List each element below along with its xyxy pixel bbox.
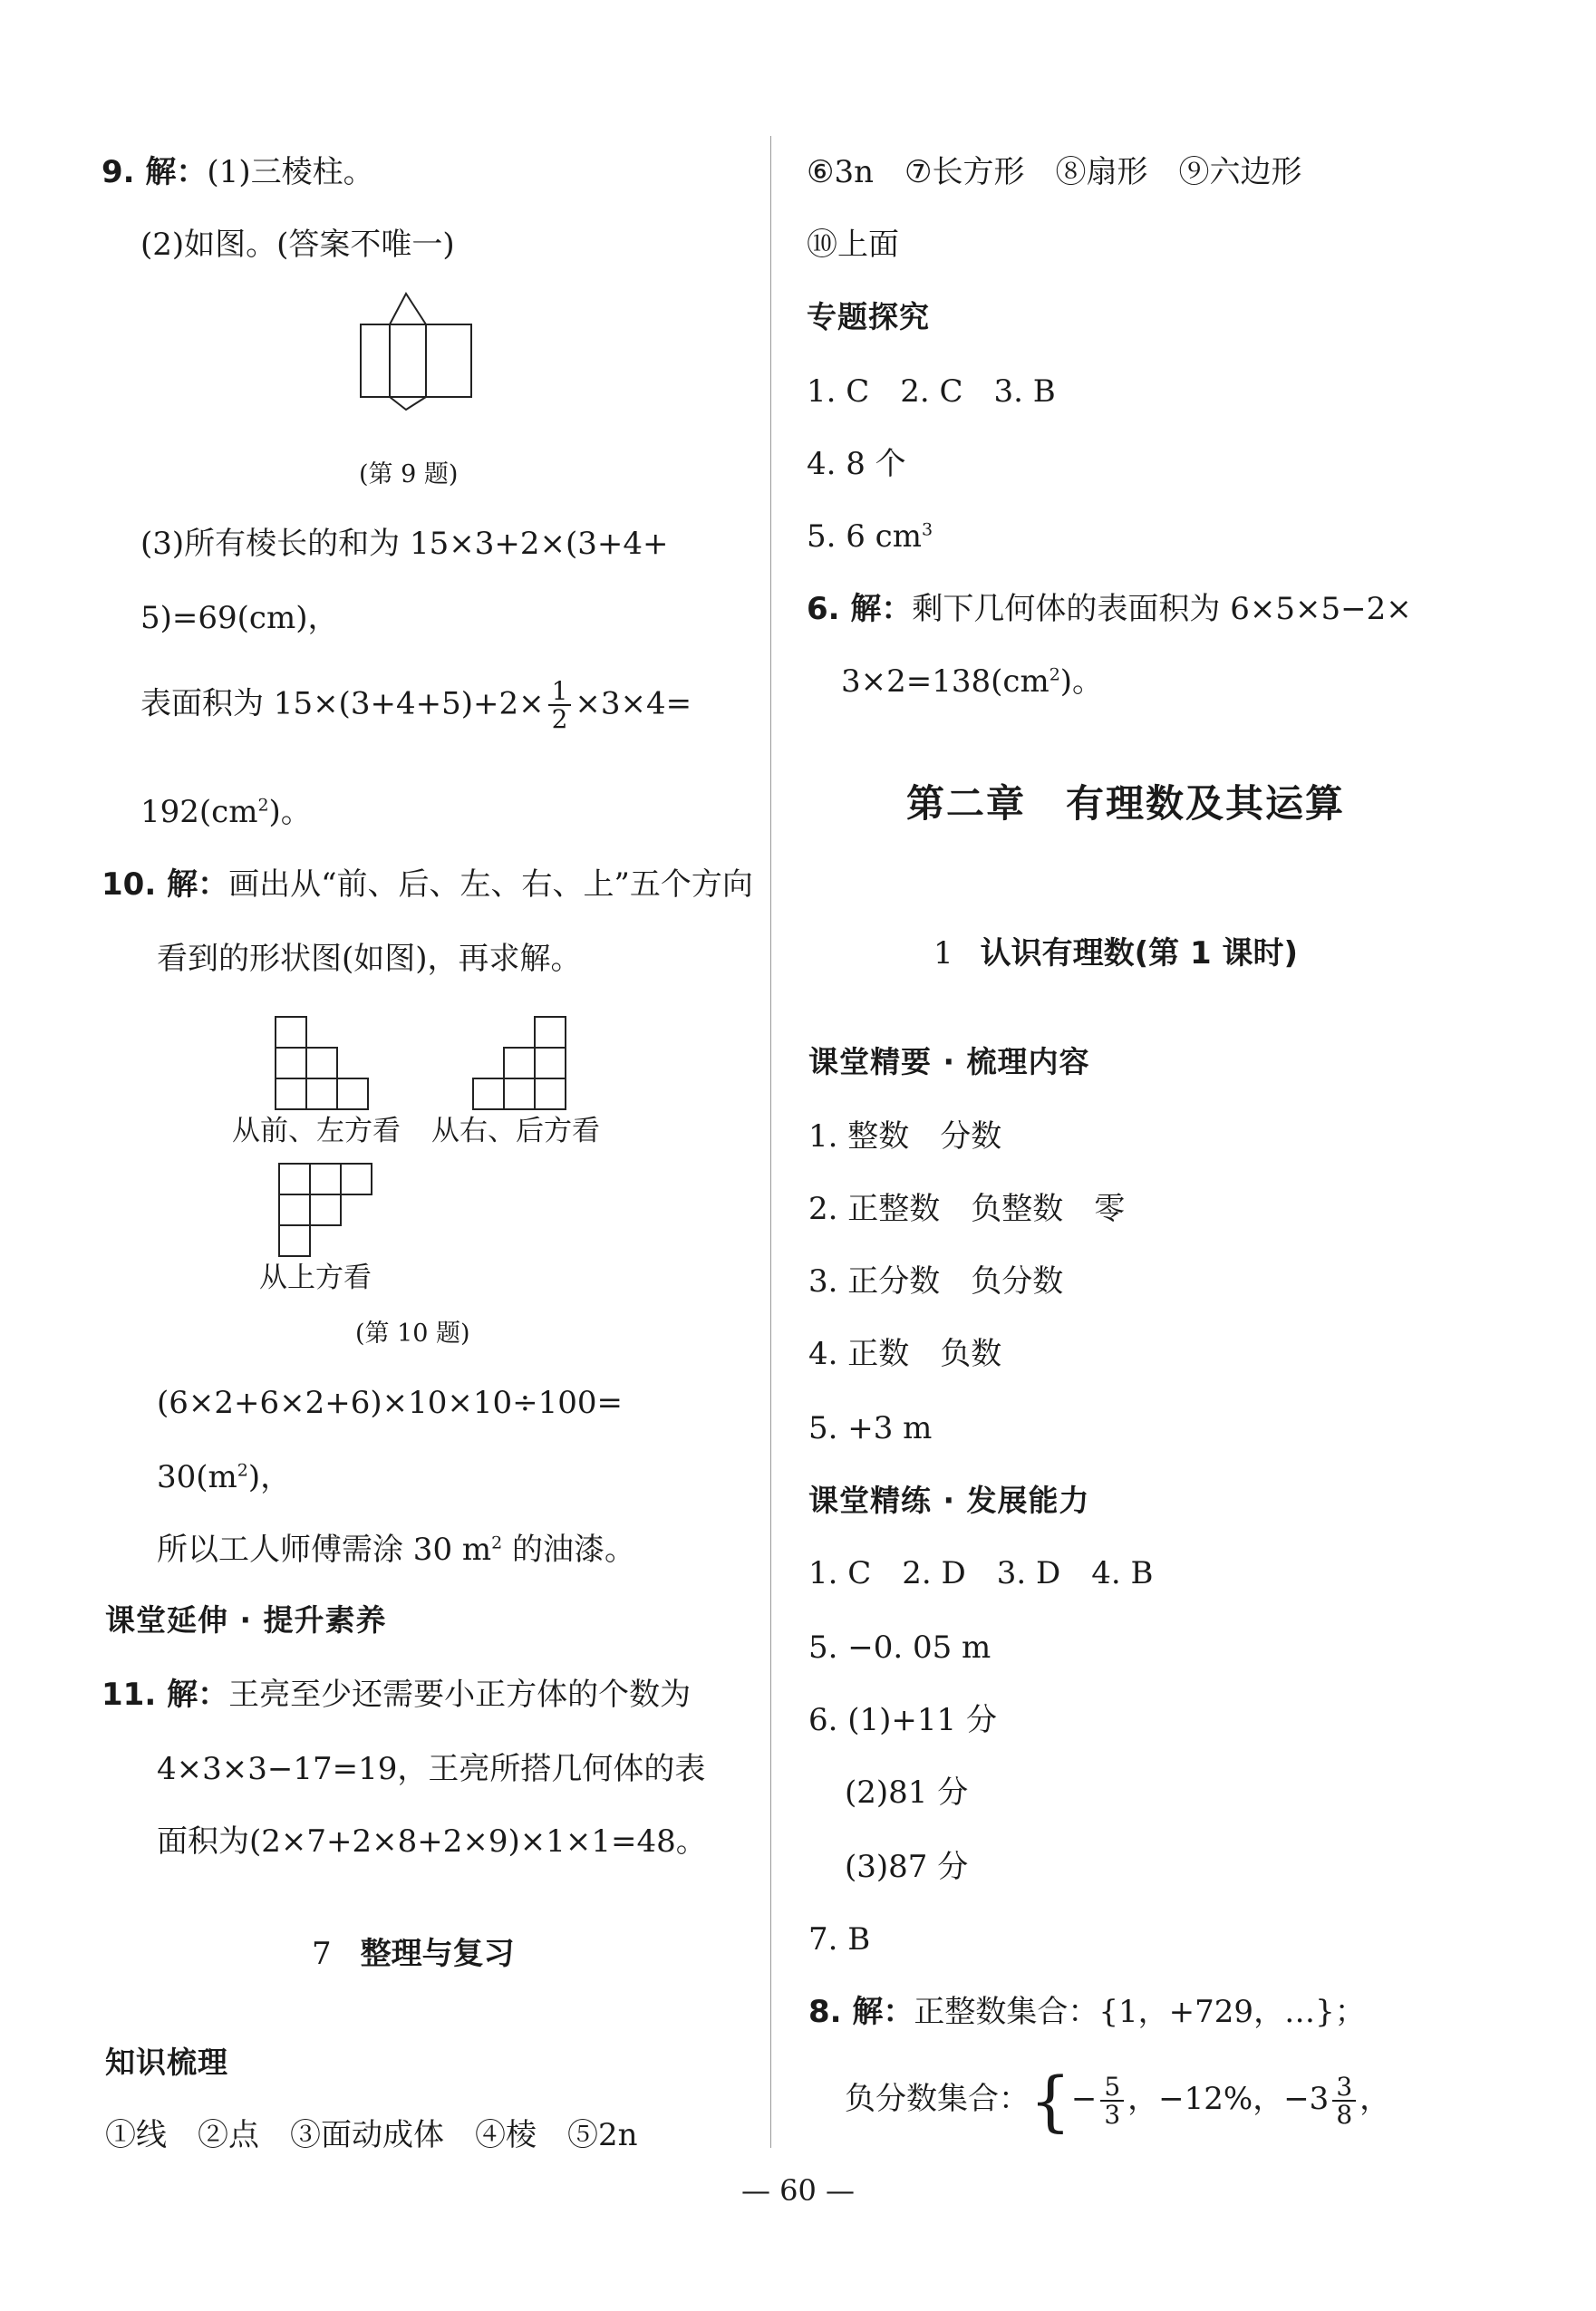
superscript: 2 xyxy=(1049,664,1060,685)
negative-fraction-set-label: 负分数集合： xyxy=(845,2081,1030,2117)
q9-area-fraction xyxy=(548,678,572,733)
q9-part1: (1)三棱柱。 xyxy=(207,154,374,190)
q9-head: 9. 解： xyxy=(102,154,208,190)
q10-view-front-label: 从前、左方看 xyxy=(232,1115,401,1147)
q11-text-b: 4×3×3−17=19，王亮所搭几何体的表 xyxy=(157,1751,706,1787)
knowledge-items-cont: ⑥3n ⑦长方形 ⑧扇形 ⑨六边形 xyxy=(807,154,1302,190)
column-divider xyxy=(770,136,771,2148)
q10-top-view-figure xyxy=(276,1160,375,1260)
page-number: — 60 — xyxy=(740,2173,856,2208)
q10-view-right-label: 从右、后方看 xyxy=(431,1115,600,1147)
topic-answers-1: 1. C 2. C 3. B xyxy=(807,373,1056,410)
q10-head: 10. 解： xyxy=(102,866,229,903)
q9-area-result-end: )。 xyxy=(268,794,312,830)
class-answer-5: 5. +3 m xyxy=(808,1410,933,1446)
fraction-3-8 xyxy=(1332,2071,1356,2130)
frac-denominator: 3 xyxy=(1104,2100,1121,2130)
topic-answer-6-end: )。 xyxy=(1059,663,1104,700)
q10-text-d xyxy=(157,1459,291,1496)
section-topic: 专题探究 xyxy=(807,299,930,334)
q10-line1 xyxy=(102,866,753,904)
section-knowledge: 知识梳理 xyxy=(105,2045,228,2080)
q9-area-result xyxy=(140,794,312,831)
negative-fraction-set-end: ， xyxy=(1359,2081,1391,2117)
topic-answer-6-text-a: 剩下几何体的表面积为 6×5×5−2× xyxy=(912,591,1412,627)
practice-answer-8-b: 负分数集合：{− $\frac{5}{3}$ ，−12%，−3 $\frac{3}{8}$ ， xyxy=(845,2063,1391,2139)
negative-fraction-set-mid: ，−12%，−3 xyxy=(1127,2081,1330,2117)
review-title: 整理与复习 xyxy=(360,1936,515,1972)
q11-head: 11. 解： xyxy=(102,1677,229,1713)
q9-area-result-text: 192(cm xyxy=(140,794,258,830)
frac-numerator: 5 xyxy=(1100,2074,1124,2102)
q10-text-e xyxy=(157,1532,635,1569)
frac-denominator: 2 xyxy=(551,704,568,735)
practice-answer-7: 7. B xyxy=(808,1921,871,1958)
section-class-practice: 课堂精练 · 发展能力 xyxy=(808,1483,1090,1518)
fraction-5-3 xyxy=(1100,2071,1124,2130)
practice-answer-8-head: 8. 解： xyxy=(808,1994,914,2030)
chapter-title: 第二章 有理数及其运算 xyxy=(906,781,1346,826)
superscript: 2 xyxy=(257,795,269,816)
practice-answer-6: 6. (1)+11 分 xyxy=(808,1702,997,1738)
review-heading xyxy=(312,1936,515,1973)
lesson-heading xyxy=(933,935,1298,972)
q9-caption: (第 9 题) xyxy=(359,460,459,488)
superscript: 3 xyxy=(921,519,933,540)
section-extend: 课堂延伸 · 提升素养 xyxy=(105,1602,387,1638)
q9-area-line xyxy=(140,678,692,733)
q10-text-d-main: 30(m xyxy=(157,1459,237,1495)
practice-answer-6-3: (3)87 分 xyxy=(845,1849,969,1885)
q10-caption: (第 10 题) xyxy=(355,1320,470,1348)
practice-answers-1-4: 1. C 2. D 3. D 4. B xyxy=(808,1555,1154,1591)
q9-part3-line2: 5)=69(cm)， xyxy=(140,600,339,636)
q9-line1 xyxy=(102,154,374,191)
q10-text-b: 看到的形状图(如图)，再求解。 xyxy=(157,941,582,977)
superscript: 2 xyxy=(237,1460,248,1481)
q11-text-c: 面积为(2×7+2×8+2×9)×1×1=48。 xyxy=(157,1823,707,1860)
lesson-number: 1 xyxy=(933,935,953,972)
q10-front-view-figure xyxy=(272,1013,372,1113)
lesson-title: 认识有理数(第 1 课时) xyxy=(980,935,1299,972)
practice-answer-6-2: (2)81 分 xyxy=(845,1774,969,1811)
practice-answer-8-text-a: 正整数集合：{1，+729，…}； xyxy=(914,1994,1366,2030)
frac-denominator: 8 xyxy=(1336,2100,1353,2130)
left-brace-icon: { xyxy=(1030,2063,1071,2139)
section-class-essentials: 课堂精要 · 梳理内容 xyxy=(808,1044,1090,1079)
q9-area-text-a: 表面积为 15×(3+4+5)+2× xyxy=(140,685,545,722)
topic-answer-5-text: 5. 6 cm xyxy=(807,518,922,555)
class-answer-1: 1. 整数 分数 xyxy=(808,1118,1002,1155)
q11-line1 xyxy=(102,1677,691,1714)
q10-view-top-label: 从上方看 xyxy=(259,1262,372,1294)
topic-answer-6 xyxy=(807,591,1412,628)
q10-text-e-main: 所以工人师傅需涂 30 m xyxy=(157,1532,492,1568)
topic-answer-6-text-b: 3×2=138(cm xyxy=(841,663,1049,700)
superscript: 2 xyxy=(491,1533,503,1553)
q10-text-a: 画出从“前、后、左、右、上”五个方向 xyxy=(228,866,753,903)
topic-answer-6-b xyxy=(841,663,1103,701)
knowledge-items: ①线 ②点 ③面动成体 ④棱 ⑤2n xyxy=(105,2117,638,2153)
q10-right-view-figure xyxy=(469,1013,569,1113)
practice-answer-8 xyxy=(808,1994,1366,2031)
q9-part3-line1: (3)所有棱长的和为 15×3+2×(3+4+ xyxy=(140,526,669,562)
q9-net-figure xyxy=(353,288,489,415)
q9-area-text-b: ×3×4= xyxy=(575,685,692,722)
topic-answer-6-head: 6. 解： xyxy=(807,591,913,627)
review-number: 7 xyxy=(312,1936,332,1972)
knowledge-items-cont2: ⑩上面 xyxy=(807,227,899,263)
q10-text-e-end: 的油漆。 xyxy=(502,1532,636,1568)
q10-text-c: (6×2+6×2+6)×10×10÷100= xyxy=(157,1385,624,1421)
topic-answer-5 xyxy=(807,518,933,556)
class-answer-3: 3. 正分数 负分数 xyxy=(808,1263,1064,1300)
q9-part2: (2)如图。(答案不唯一) xyxy=(140,227,455,263)
class-answer-2: 2. 正整数 负整数 零 xyxy=(808,1191,1126,1227)
frac-numerator: 1 xyxy=(548,678,572,706)
q10-text-d-end: )， xyxy=(247,1459,292,1495)
q11-text-a: 王亮至少还需要小正方体的个数为 xyxy=(228,1677,692,1713)
topic-answer-4: 4. 8 个 xyxy=(807,446,906,482)
frac-numerator: 3 xyxy=(1332,2074,1356,2102)
class-answer-4: 4. 正数 负数 xyxy=(808,1336,1002,1372)
practice-answer-5: 5. −0. 05 m xyxy=(808,1629,991,1666)
